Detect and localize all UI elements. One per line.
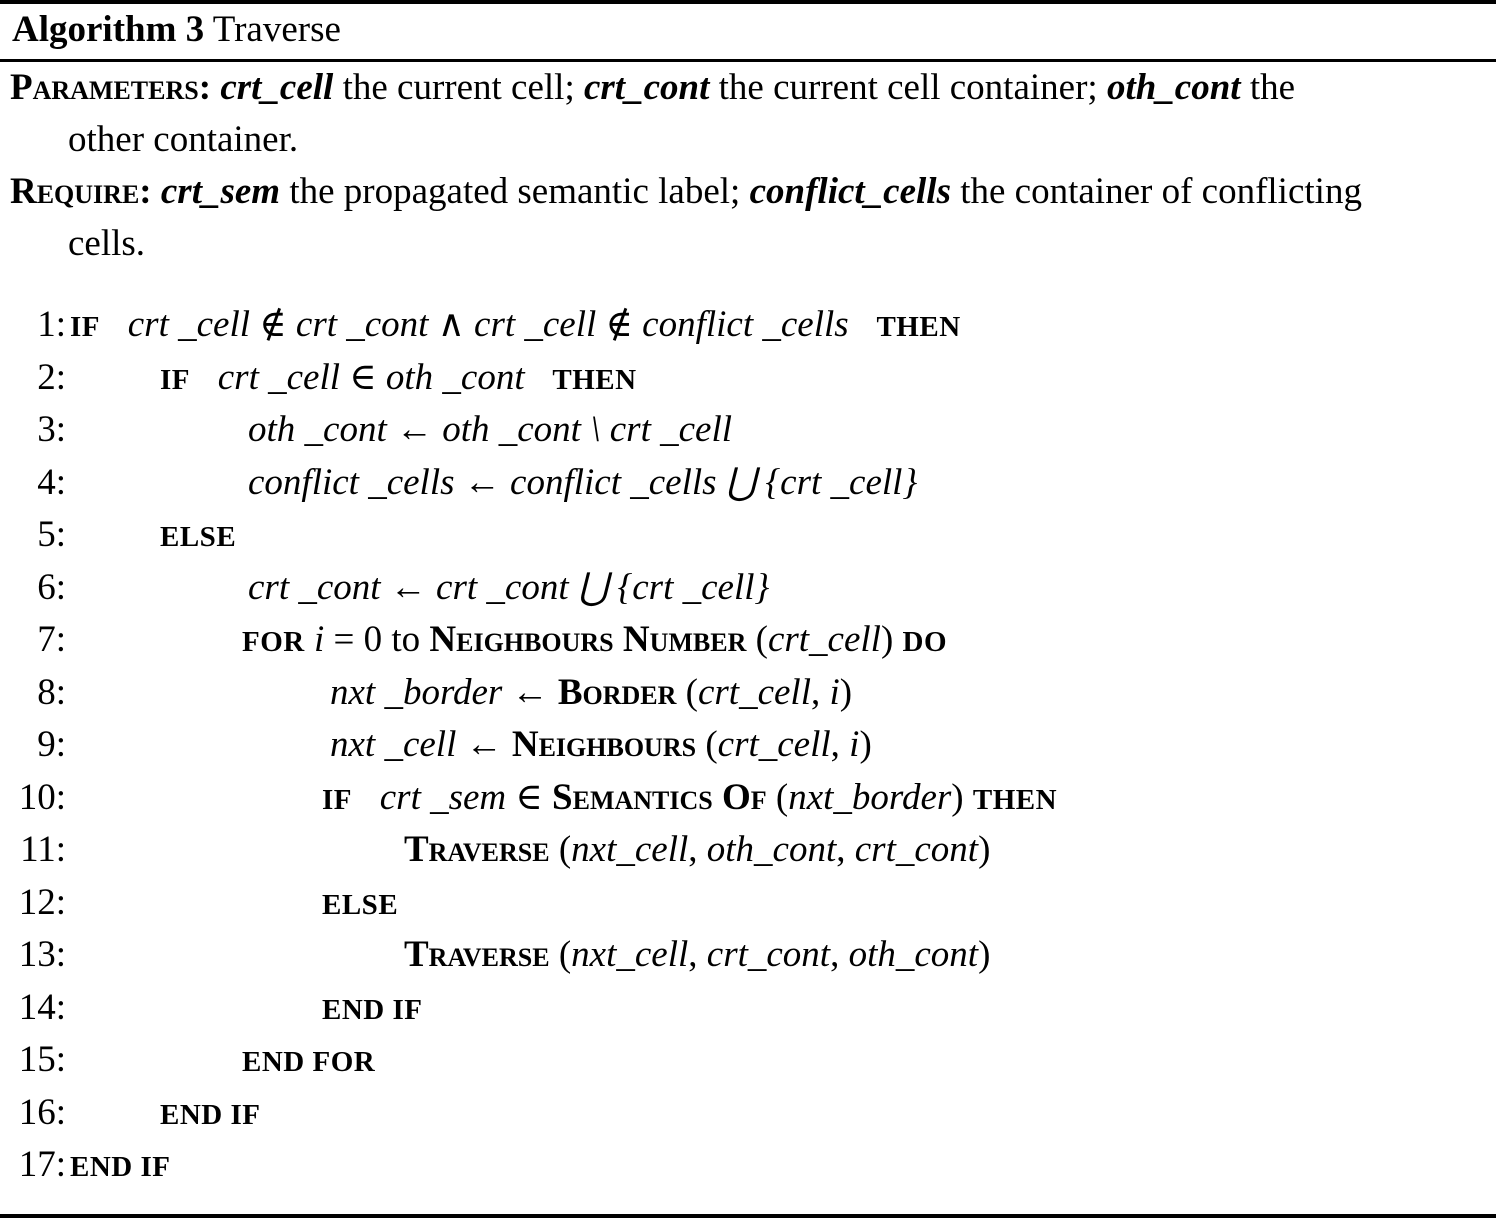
line-number: 1: bbox=[37, 304, 66, 345]
line-number: 9: bbox=[37, 724, 66, 765]
line-number: 15: bbox=[18, 1039, 66, 1080]
algorithm-line bbox=[0, 667, 1496, 719]
line-code-part: IF bbox=[322, 783, 352, 816]
parameters-part: the current cell; bbox=[333, 67, 584, 108]
line-number: 5: bbox=[37, 514, 66, 555]
line-code-part: Neighbours Number bbox=[429, 619, 747, 660]
parameters-part: the bbox=[1240, 67, 1296, 108]
line-code-part: ( bbox=[746, 619, 768, 660]
line-number: 17: bbox=[18, 1144, 66, 1185]
top-rule bbox=[0, 0, 1496, 4]
line-code-part: oth_cont bbox=[848, 934, 979, 975]
line-code-part: crt_cont bbox=[706, 934, 831, 975]
line-code bbox=[242, 1034, 375, 1088]
algorithm-line bbox=[0, 719, 1496, 771]
bottom-rule bbox=[0, 1214, 1496, 1218]
line-code-part: ) bbox=[978, 934, 991, 975]
algorithm-line bbox=[0, 1087, 1496, 1139]
line-code bbox=[242, 614, 947, 668]
line-code-part: DO bbox=[902, 626, 948, 658]
line-code-part: THEN bbox=[552, 363, 637, 396]
line-number: 12: bbox=[18, 881, 66, 923]
line-code bbox=[160, 509, 236, 563]
line-code-part: END FOR bbox=[242, 1046, 376, 1078]
line-code-part: , bbox=[688, 934, 707, 975]
parameters-heading: Parameters: bbox=[10, 67, 212, 108]
algorithm-line bbox=[0, 352, 1496, 404]
line-code-part: , bbox=[836, 829, 855, 870]
line-code-part: ) bbox=[859, 724, 872, 765]
line-code-part: Traverse bbox=[404, 829, 550, 870]
algorithm-line bbox=[0, 824, 1496, 876]
line-code-part: oth_cont bbox=[706, 829, 837, 870]
algorithm-line bbox=[0, 509, 1496, 561]
line-code-part: crt_cont bbox=[854, 829, 979, 870]
algorithm-line bbox=[0, 982, 1496, 1034]
line-code bbox=[404, 929, 990, 981]
line-number: 3: bbox=[37, 409, 66, 450]
line-code bbox=[404, 824, 990, 876]
line-code-part: , bbox=[830, 934, 849, 975]
require-heading: Require: bbox=[10, 171, 152, 212]
line-number: 2: bbox=[37, 356, 66, 398]
parameters-text bbox=[220, 67, 1295, 108]
line-code-part: oth _cont ← oth _cont \ crt _cell bbox=[248, 409, 732, 450]
require-text bbox=[161, 171, 1362, 212]
line-code-part: crt_cell bbox=[717, 724, 831, 765]
line-code-part: conflict _cells ← conflict _cells ⋃ {crt _cell} bbox=[248, 461, 918, 503]
algorithm-line bbox=[0, 404, 1496, 456]
line-code-part: FOR bbox=[242, 626, 305, 658]
require-part: the propagated semantic label; bbox=[280, 171, 750, 212]
line-code bbox=[330, 667, 852, 719]
parameters-part: crt_cont bbox=[583, 67, 710, 108]
line-code bbox=[322, 982, 422, 1036]
line-code-part: ELSE bbox=[322, 888, 399, 921]
algorithm-name: Traverse bbox=[212, 9, 341, 50]
line-code bbox=[160, 352, 637, 406]
line-code-part: ELSE bbox=[160, 521, 237, 553]
line-code-part: END IF bbox=[160, 1098, 261, 1131]
line-code-part: ) bbox=[839, 671, 853, 713]
line-code-part: i bbox=[829, 671, 840, 713]
require-part: conflict_cells bbox=[749, 171, 951, 212]
line-code-part: ( bbox=[549, 829, 572, 870]
algorithm-line bbox=[0, 929, 1496, 981]
line-code-part: crt_cell bbox=[767, 619, 881, 660]
line-code-part: Traverse bbox=[404, 934, 550, 975]
line-number: 14: bbox=[18, 986, 66, 1028]
line-code-part: END IF bbox=[70, 1151, 171, 1183]
algorithm-line bbox=[0, 772, 1496, 824]
line-code bbox=[248, 562, 769, 614]
line-code-part: crt _cell ∉ crt _cont ∧ crt _cell ∉ conflict _cells bbox=[100, 304, 877, 345]
algorithm-line bbox=[0, 562, 1496, 614]
algorithm-line bbox=[0, 1034, 1496, 1086]
require-part: the container of conflicting bbox=[950, 171, 1362, 212]
require-part: crt_sem bbox=[160, 171, 281, 212]
line-code-part: IF bbox=[160, 363, 190, 396]
parameters-part: crt_cell bbox=[220, 67, 334, 108]
line-code-part: THEN bbox=[972, 783, 1058, 816]
line-code-part: THEN bbox=[876, 311, 961, 343]
line-code-part: nxt_border bbox=[788, 776, 952, 818]
line-code-part: ( bbox=[766, 776, 789, 818]
require-block bbox=[10, 166, 1488, 270]
line-number: 10: bbox=[18, 776, 66, 818]
algorithm-line bbox=[0, 614, 1496, 666]
line-code bbox=[248, 404, 732, 456]
line-code-part: crt _cont ← crt _cont ⋃ {crt _cell} bbox=[248, 566, 770, 608]
line-code bbox=[248, 457, 917, 509]
line-code-part: i bbox=[849, 724, 860, 765]
line-code bbox=[322, 877, 398, 931]
line-code-part: = 0 to bbox=[324, 619, 430, 660]
line-code-part: END IF bbox=[322, 993, 423, 1026]
require-continuation: cells. bbox=[68, 223, 146, 264]
line-code bbox=[160, 1087, 260, 1141]
line-number: 6: bbox=[37, 566, 66, 608]
line-code-part: Neighbours bbox=[511, 724, 697, 765]
line-number: 13: bbox=[18, 934, 66, 975]
algorithm-label: Algorithm 3 bbox=[12, 9, 205, 50]
line-code-part: ( bbox=[676, 671, 698, 713]
line-code-part: IF bbox=[70, 311, 100, 343]
line-code-part: i bbox=[313, 619, 325, 660]
parameters-block bbox=[10, 62, 1488, 166]
line-code bbox=[70, 1139, 170, 1193]
line-code-part: ( bbox=[549, 934, 572, 975]
line-code-part: , bbox=[810, 671, 830, 713]
parameters-continuation: other container. bbox=[68, 119, 299, 160]
parameters-part: oth_cont bbox=[1106, 67, 1241, 108]
algorithm-line bbox=[0, 299, 1496, 351]
line-code-part: nxt _border ← bbox=[330, 671, 558, 713]
line-number: 8: bbox=[37, 671, 66, 713]
line-code-part: crt _cell ∈ oth _cont bbox=[190, 356, 553, 398]
line-code-part: , bbox=[688, 829, 707, 870]
line-code-part: crt _sem ∈ bbox=[352, 776, 553, 818]
line-code-part: ) bbox=[880, 619, 903, 660]
line-code-part: Border bbox=[557, 671, 677, 713]
line-code bbox=[322, 772, 1057, 826]
line-code-part bbox=[305, 619, 314, 660]
line-code-part: nxt_cell bbox=[571, 934, 689, 975]
line-code-part: ( bbox=[696, 724, 718, 765]
algorithm-line bbox=[0, 877, 1496, 929]
algorithm-line bbox=[0, 1139, 1496, 1191]
line-code-part: nxt _cell ← bbox=[330, 724, 512, 765]
algorithm-title bbox=[12, 6, 341, 54]
line-code bbox=[330, 719, 872, 771]
line-number: 16: bbox=[18, 1091, 66, 1133]
line-code-part: ) bbox=[978, 829, 991, 870]
line-code-part: Semantics Of bbox=[552, 776, 767, 818]
line-code-part: crt_cell bbox=[697, 671, 811, 713]
parameters-part: the current cell container; bbox=[709, 67, 1107, 108]
algorithm-line bbox=[0, 457, 1496, 509]
line-code-part: nxt_cell bbox=[571, 829, 689, 870]
line-number: 4: bbox=[37, 461, 66, 503]
line-code-part: ) bbox=[951, 776, 973, 818]
line-code-part: , bbox=[830, 724, 850, 765]
line-number: 7: bbox=[37, 619, 66, 660]
line-number: 11: bbox=[20, 829, 66, 870]
line-code bbox=[70, 299, 961, 353]
